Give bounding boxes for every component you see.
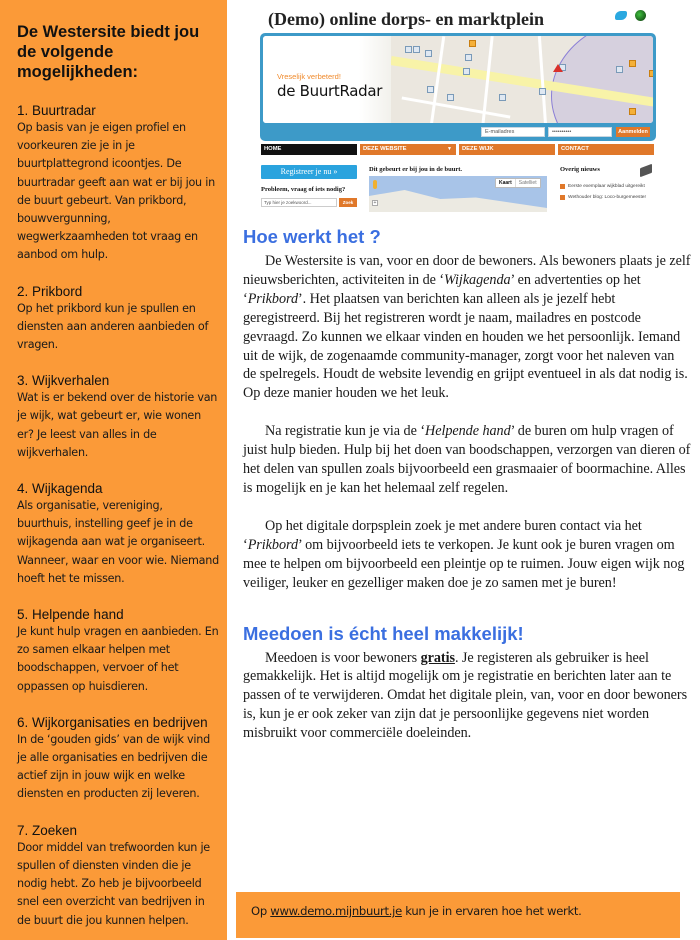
search-input[interactable]: Typ hier je zoekwoord... [261,198,337,207]
bullet-icon [560,184,565,189]
article [243,226,691,743]
map-marker-icon [463,68,470,75]
neighbourhood-map[interactable] [369,176,547,212]
news-item[interactable] [560,184,645,189]
feature-heading: 3. Wijkverhalen [17,373,110,389]
nav-label: DEZE WIJK [462,146,494,152]
map-marker-icon [539,88,546,95]
problem-label: Probleem, vraag of iets nodig? [261,186,346,193]
callout-suffix: kun je in ervaren hoe het werkt. [401,904,582,918]
login-bar [260,125,656,139]
neighbourhood-label: Dit gebeurt er bij jou in de buurt. [369,166,463,173]
map-marker-icon [616,66,623,73]
chevron-down-icon: ▼ [447,146,452,152]
demo-link[interactable]: www.demo.mijnbuurt.je [270,904,402,918]
map-marker-icon [405,46,412,53]
map-type-toggle [495,178,541,188]
map-toggle-satelliet[interactable]: Satelliet [515,179,540,187]
nav-label: DEZE WEBSITE [363,146,407,152]
paragraph: Op het digitale dorpsplein zoek je met andere buren contact via het ‘Prikbord’ om bijvoorbeeld iets te verkopen. Je kunt ook je buren vragen om mee te helpen om bijvoorbeeld een pleintje op te ruimen. Jouw eigen wijk nog veiliger, leuker en gezelliger maken doe je zo samen met je buren! [243,517,685,591]
feature-wijkorganisaties [17,714,219,804]
feature-body: Op het prikbord kun je spullen en diensten aan anderen aanbieden of vragen. [17,301,209,352]
register-button[interactable]: Registreer je nu » [261,165,357,179]
map-land [369,190,547,212]
map-marker-icon [469,40,476,47]
bullet-icon [560,195,565,200]
callout-prefix: Op [251,904,271,918]
demo-callout [236,892,680,938]
banner-inner [263,36,653,123]
feature-prikbord [17,283,219,355]
feature-body: Als organisatie, vereniging, buurthuis, instelling geef je in de wijkagenda aan wat je organiseert. Wanneer, waar en voor wie. Niemand hoeft het te missen. [17,499,219,585]
street [430,36,445,123]
map-marker-icon [649,70,653,77]
section-heading-meedoen: Meedoen is écht heel makkelijk! [243,622,524,644]
gratis-emphasis: gratis [420,649,455,666]
map-marker-icon [629,60,636,67]
map-toggle-kaart[interactable]: Kaart [499,180,512,186]
nav-contact[interactable] [558,144,654,155]
social-icons [615,10,646,21]
district-outline [551,36,653,123]
search-button[interactable]: Zoek [339,198,357,207]
section-heading-hoe-werkt-het: Hoe werkt het ? [243,226,381,247]
password-field[interactable]: •••••••••• [548,127,612,137]
feature-body: Je kunt hulp vragen en aanbieden. En zo samen elkaar helpen met boodschappen, vervoer of het oppassen op huisdieren. [17,625,219,693]
news-item-label: Wethouder blog: Loco-burgemeester [568,195,647,200]
news-label: Overig nieuws [560,166,600,173]
feature-body: Door middel van trefwoorden kun je spullen of diensten vinden die je nodig hebt. Zo heb je bijvoorbeeld snel een overzicht van bedrijven in de buurt die jou kunnen helpen. [17,840,210,927]
nav-label: HOME [264,146,282,152]
login-button[interactable]: Aanmelden [616,127,650,137]
nav-home[interactable] [261,144,357,155]
buurtradar-logo: de BuurtRadar [277,82,383,100]
street [402,96,511,118]
banner-tagline: Vreselijk verbeterd! [277,72,341,81]
map-marker-icon [447,94,454,101]
features-sidebar [0,0,227,940]
map-marker-icon [629,108,636,115]
paragraph: Na registratie kun je via de ‘Helpende hand’ de buren om hulp vragen of juist hulp bieden. Hulp bij het doen van boodschappen, verzorgen van dieren of het delen van spullen zoals bijvoorbeeld een grasmaaier of boormachine. Alles is mogelijk en je kan het helemaal zelf regelen. [243,423,691,496]
paragraph: De Westersite is van, voor en door de bewoners. Als bewoners plaats je zelf nieuwsberichten, activiteiten in de ‘Wijkagenda’ en advertenties op het ‘Prikbord’. Het plaatsen van berichten kan alleen als je jezelf hebt geregistreerd. Bij het registreren wordt je naam, mailadres en postcode gevraagd. Zo kunnen we elkaar vinden en houden we het persoonlijk. Iemand uit de wijk, de zogenaamde community-manager, zorgt voor het naleven van de spelregels. Houdt de website levendig en grijpt eventueel in als dat nodig is. Op deze manier houden we het leuk. [243,253,691,402]
feature-zoeken [17,822,219,930]
map-marker-icon [465,54,472,61]
feature-wijkagenda [17,480,219,588]
zoom-in-icon[interactable]: + [373,200,377,206]
feature-helpende-hand [17,606,219,696]
feature-body: Op basis van je eigen profiel en voorkeuren zie je in je buurtplattegrond icoontjes. De buurtradar geeft aan wat er bij jou in de buurt gebeurt. Van prikbord, bouwvergunning, wegwerkzaamheden tot vraag en aanbod om hulp. [17,121,215,262]
feature-heading: 6. Wijkorganisaties en bedrijven [17,714,208,730]
news-item-label: Eerste exemplaar wijkblad uitgereikt [568,184,645,189]
site-title: (Demo) online dorps- en marktplein [268,9,544,29]
sidebar-title: De Westersite biedt jou de volgende mogelijkheden: [17,23,200,81]
twitter-icon [615,11,627,20]
globe-icon [635,10,646,21]
feature-heading: 4. Wijkagenda [17,481,103,497]
feature-heading: 1. Buurtradar [17,103,96,118]
paragraph: Meedoen is voor bewoners gratis. Je registeren als gebruiker is heel gemakkelijk. Het is altijd mogelijk om je registratie en berichten later aan te passen of te verwijderen. Omdat het digitale plein, van, voor en door bewoners is, kun je er ook zeker van zijn dat je persoonlijke gegevens niet worden misbruikt voor commerciële doeleinden. [243,649,688,742]
buurtradar-map [391,36,653,123]
banner-brand [263,36,391,123]
newspaper-icon [640,164,652,177]
feature-heading: 5. Helpende hand [17,607,124,623]
nav-deze-website[interactable] [360,144,456,155]
map-marker-icon [427,86,434,93]
feature-body: In de ‘gouden gids’ van de wijk vind je alle organisaties en bedrijven die actief zijn in jouw wijk en welke diensten en producten zij leveren. [17,732,210,801]
feature-wijkverhalen [17,372,219,462]
feature-heading: 7. Zoeken [17,822,78,838]
nav-label: CONTACT [561,146,589,152]
site-nav [261,144,655,155]
feature-buurtradar [17,102,219,265]
map-marker-icon [425,50,432,57]
website-screenshot [255,0,665,212]
map-marker-icon [413,46,420,53]
feature-body: Wat is er bekend over de historie van je wijk, wat gebeurt er, wie wonen er? Je leest van alles in de wijkverhalen. [17,391,218,459]
email-field[interactable]: E-mailadres [481,127,545,137]
banner [260,33,656,141]
news-item[interactable] [560,195,646,200]
map-marker-icon [499,94,506,101]
pegman-icon[interactable] [373,180,377,189]
warning-icon [553,64,563,72]
nav-deze-wijk[interactable] [459,144,555,155]
feature-heading: 2. Prikbord [17,283,83,299]
